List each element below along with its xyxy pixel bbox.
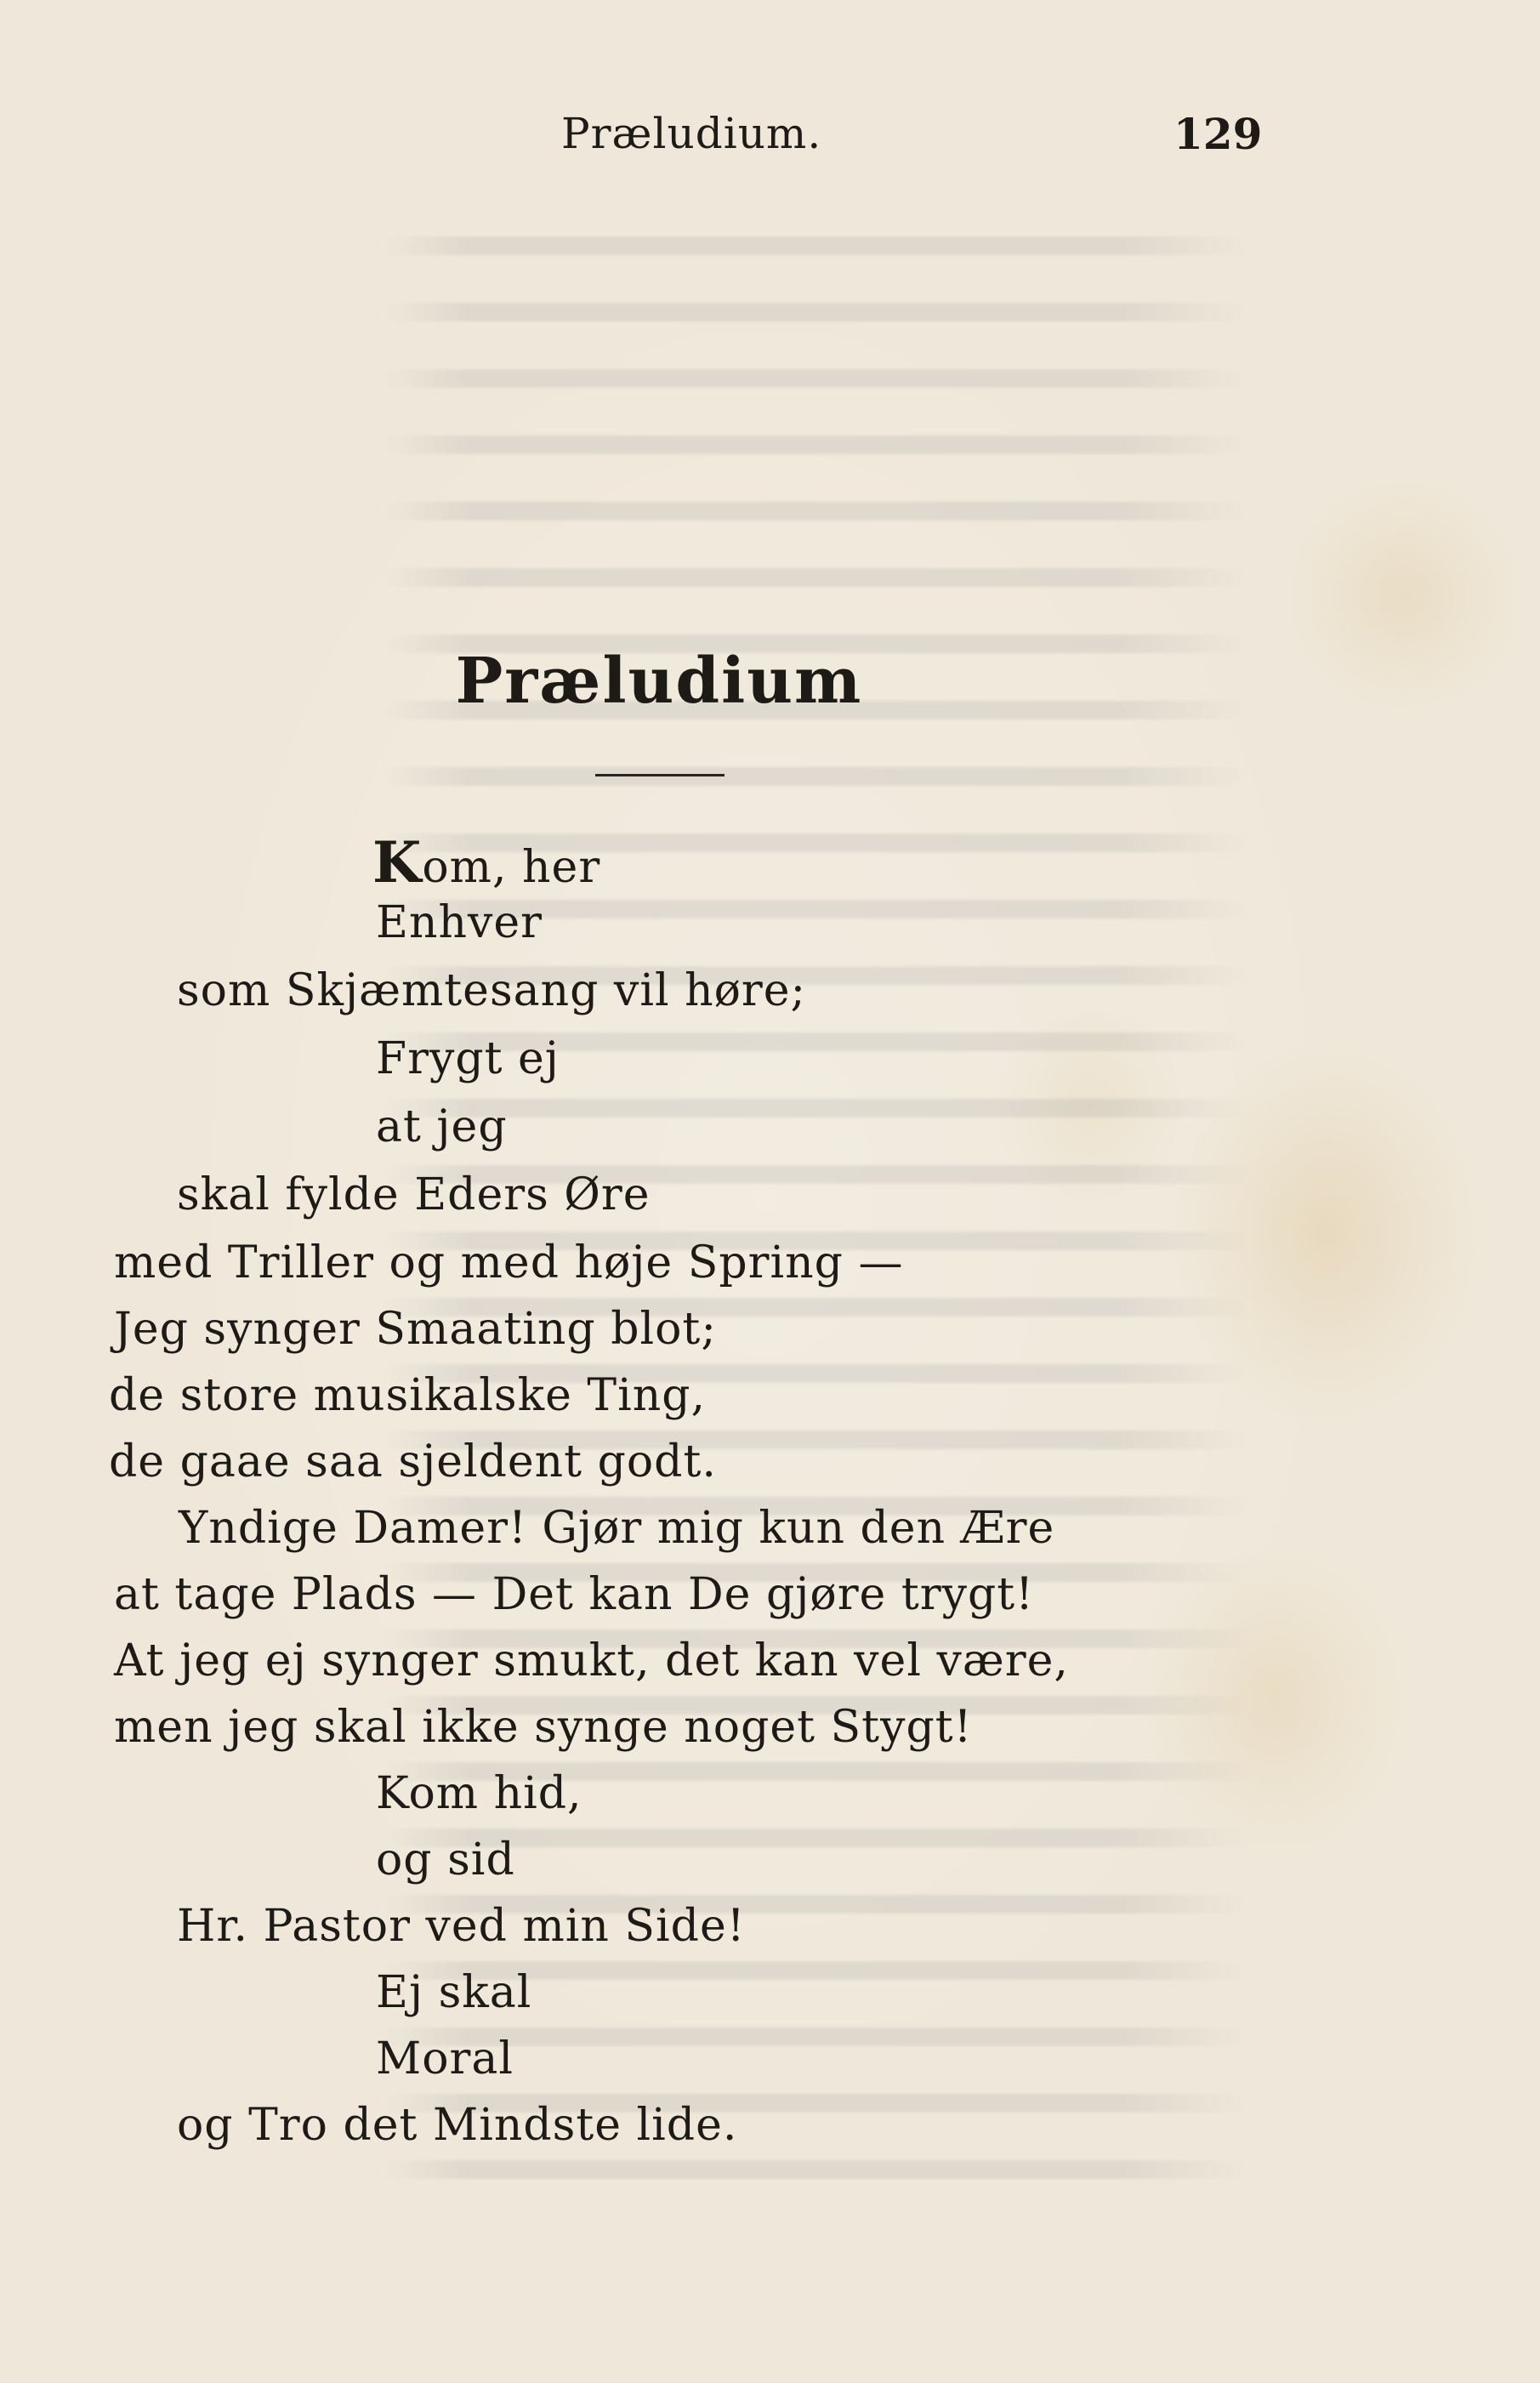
verse-line: Yndige Damer! Gjør mig kun den Ære bbox=[179, 1503, 1055, 1554]
verse-line: Frygt ej bbox=[376, 1033, 560, 1084]
verse-line: og Tro det Mindste lide. bbox=[177, 2100, 738, 2151]
verse-line: Hr. Pastor ved min Side! bbox=[177, 1901, 746, 1952]
verse-line: men jeg skal ikke synge noget Stygt! bbox=[114, 1702, 973, 1753]
verse-line: og sid bbox=[376, 1834, 515, 1885]
poem-title: Præludium bbox=[455, 645, 863, 718]
verse-line: Kom, her bbox=[372, 829, 601, 896]
verse-line: skal fylde Eders Øre bbox=[177, 1169, 651, 1220]
verse-line: de gaae saa sjeldent godt. bbox=[109, 1436, 717, 1487]
verse-line: Moral bbox=[376, 2033, 514, 2084]
verse-line: de store musikalske Ting, bbox=[109, 1370, 707, 1421]
verse-line: Jeg synger Smaating blot; bbox=[114, 1304, 717, 1355]
verse-line: Kom hid, bbox=[376, 1768, 582, 1819]
verse-line: Enhver bbox=[376, 897, 543, 948]
page-number: 129 bbox=[1173, 109, 1263, 159]
verse-line: At jeg ej synger smukt, det kan vel være, bbox=[114, 1635, 1069, 1686]
verse-line: at jeg bbox=[376, 1101, 508, 1152]
verse-line: som Skjæmtesang vil høre; bbox=[177, 965, 807, 1016]
verse-line: at tage Plads — Det kan De gjøre trygt! bbox=[114, 1569, 1035, 1620]
drop-cap: K bbox=[372, 829, 423, 896]
verse-line: med Triller og med høje Spring — bbox=[114, 1237, 904, 1288]
running-head: Præludium. bbox=[561, 109, 822, 158]
verse-line: Ej skal bbox=[376, 1967, 532, 2018]
